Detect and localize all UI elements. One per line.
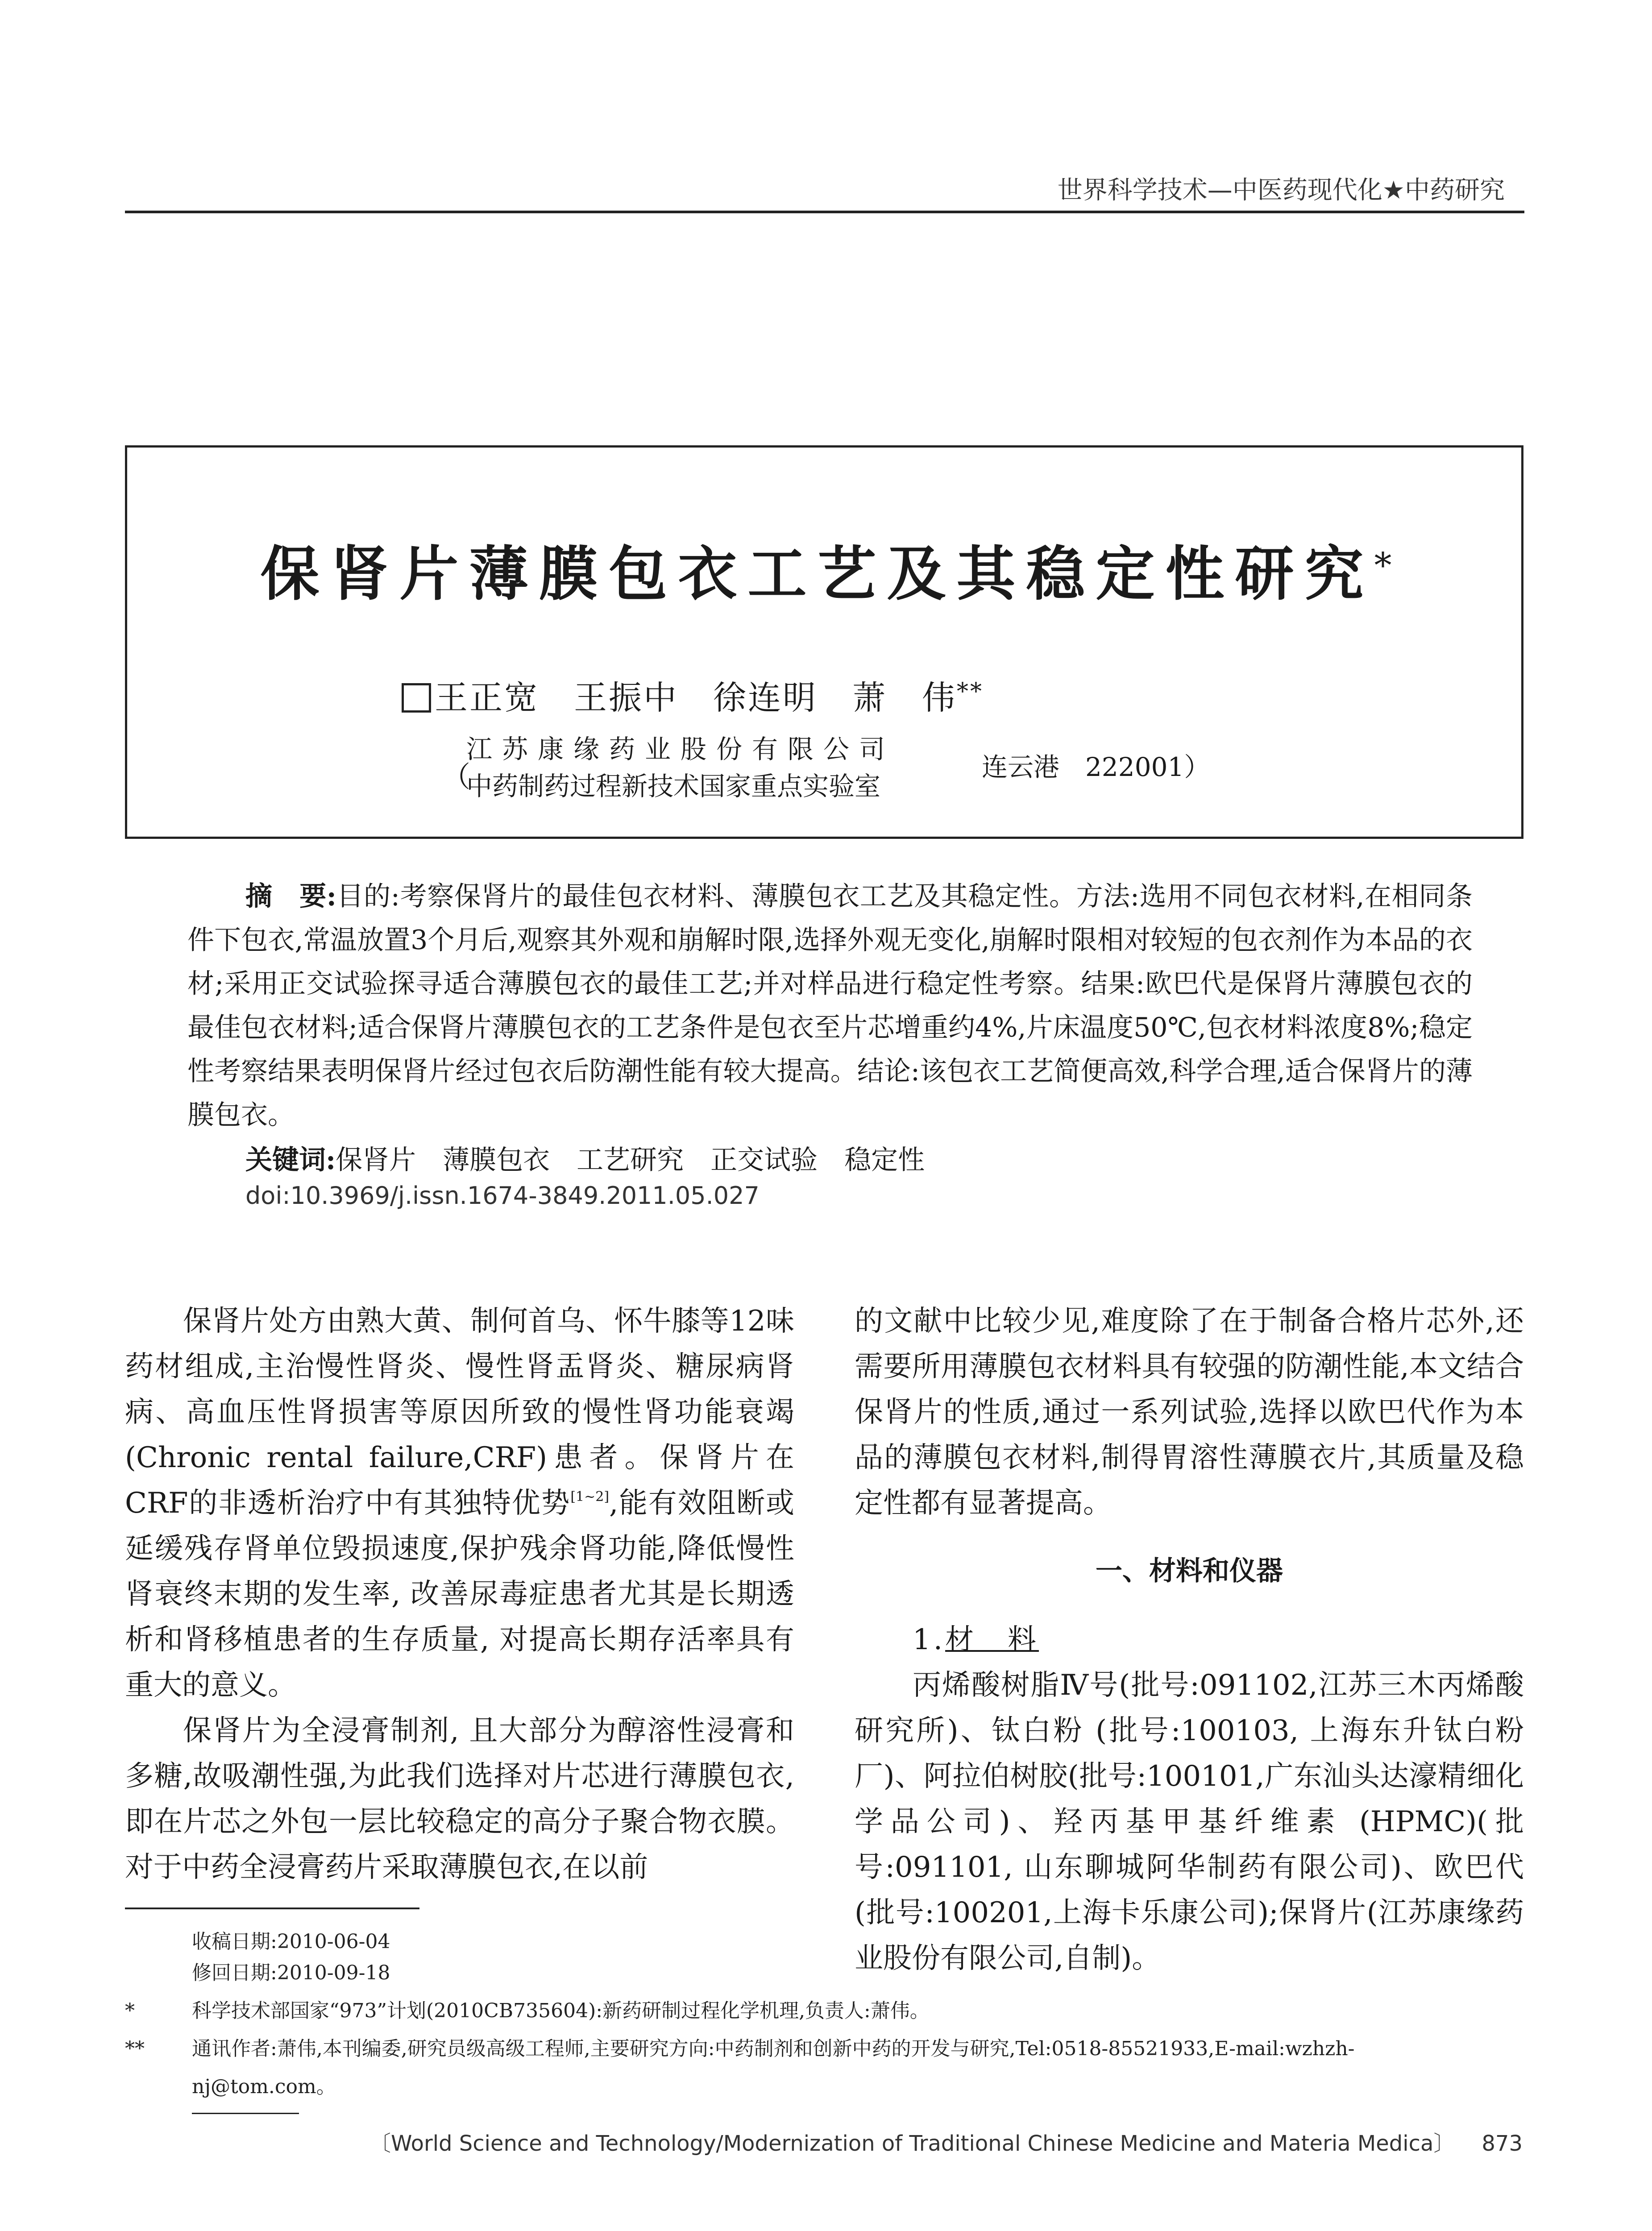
corresponding-mark: ** [125,2037,145,2060]
journal-header: 世界科学技术—中医药现代化★中药研究 [1057,176,1505,205]
title-footnote-mark: * [1374,546,1392,586]
corresponding-author-note: ** 通讯作者:萧伟,本刊编委,研究员级高级工程师,主要研究方向:中药制剂和创新中药的开发与研究,Tel:0518-85521933,E-mail:wzhzh- [125,2037,1355,2060]
keywords-text: 保肾片 薄膜包衣 工艺研究 正交试验 稳定性 [336,1145,925,1176]
corresponding-email-cont: nj@tom.com。 [192,2075,336,2098]
body-column-left [125,1298,794,1890]
funding-note: * 科学技术部国家“973”计划(2010CB735604):新药研制过程化学机理,负责人:萧伟。 [125,1999,930,2022]
author-footnote-mark: ** [957,678,984,705]
author-list [402,672,984,719]
subsection-number: 1. [913,1623,946,1656]
funding-mark: * [125,1999,135,2022]
abstract [187,875,1473,1137]
authors-text: 王正宽 王振中 徐连明 萧 伟 [435,679,957,717]
header-rule [125,211,1524,213]
author-box-icon [402,683,431,713]
abstract-text: 目的:考察保肾片的最佳包衣材料、薄膜包衣工艺及其稳定性。方法:选用不同包衣材料,在相同条件下包衣,常温放置3个月后,观察其外观和崩解时限,选择外观无变化,崩解时限相对较短的包衣剂作为本品的衣材;采用正交试验探寻适合薄膜包衣的最佳工艺;并对样品进行稳定性考察。结果:欧巴代是保肾片薄膜包衣的最佳包衣材料;适合保肾片薄膜包衣的工艺条件是包衣至片芯增重约4%,片床温度50℃,包衣材料浓度8%;稳定性考察结果表明保肾片经过包衣后防潮性能有较大提高。结论:该包衣工艺简便高效,科学合理,适合保肾片的薄膜包衣。 [187,881,1473,1131]
keywords-label: 关键词: [245,1145,336,1176]
affiliation-city: 连云港 222001） [982,752,1210,782]
affiliation-company: 江苏康缘药业股份有限公司 [466,734,895,764]
affiliation-open-paren: （ [442,761,470,794]
paragraph-materials: 丙烯酸树脂Ⅳ号(批号:091102,江苏三木丙烯酸研究所)、钛白粉 (批号:100103, 上海东升钛白粉厂)、阿拉伯树胶(批号:100101,广东汕头达濠精细化学品公司)、羟丙基甲基纤维素 (HPMC)(批号:091101, 山东聊城阿华制药有限公司)、欧巴代 (批号:100201,上海卡乐康公司);保肾片(江苏康缘药业股份有限公司,自制)。 [855,1669,1524,1975]
footnote-rule [125,1908,419,1909]
footnote-end-rule [192,2113,299,2114]
paragraph-intro: 保肾片处方由熟大黄、制何首乌、怀牛膝等12味药材组成,主治慢性肾炎、慢性肾盂肾炎、糖尿病肾病、高血压性肾损害等原因所致的慢性肾功能衰竭(Chronic rental failure,CRF)患者。保肾片在CRF的非透析治疗中有其独特优势[1~2],能有效阻断或延缓残存肾单位毁损速度,保护残余肾功能,降低慢性肾衰终末期的发生率, 改善尿毒症患者尤其是长期透析和肾移植患者的生存质量, 对提高长期存活率具有重大的意义。 [125,1305,795,1702]
section-heading: 一、材料和仪器 [1096,1555,1283,1587]
page-footer [369,2126,1523,2157]
abstract-label: 摘 要: [245,881,336,912]
body-column-right [855,1298,1524,1981]
footer-journal: 〔World Science and Technology/Modernization of Traditional Chinese Medicine and Materia Medica〕 [369,2131,1455,2156]
keywords [245,1139,925,1177]
revised-date: 修回日期:2010-09-18 [192,1961,390,1984]
page-number: 873 [1482,2131,1523,2156]
subsection-heading [855,1617,1524,1663]
paragraph-coating: 保肾片为全浸膏制剂, 且大部分为醇溶性浸膏和多糖,故吸潮性强,为此我们选择对片芯进行薄膜包衣, 即在片芯之外包一层比较稳定的高分子聚合物衣膜。对于中药全浸膏药片采取薄膜包衣,在以前 [125,1714,794,1884]
received-date: 收稿日期:2010-06-04 [192,1930,390,1953]
affiliation-lab: 中药制药过程新技术国家重点实验室 [466,771,881,801]
subsection-title: 材 料 [945,1623,1039,1656]
paragraph-continued: 的文献中比较少见,难度除了在于制备合格片芯外,还需要所用薄膜包衣材料具有较强的防潮性能,本文结合保肾片的性质,通过一系列试验,选择以欧巴代作为本品的薄膜包衣材料,制得胃溶性薄膜衣片,其质量及稳定性都有显著提高。 [855,1305,1524,1520]
citation-ref: [1~2] [570,1489,610,1505]
article-title: 保肾片薄膜包衣工艺及其稳定性研究* [260,539,1392,609]
doi: doi:10.3969/j.issn.1674-3849.2011.05.027 [245,1182,760,1210]
